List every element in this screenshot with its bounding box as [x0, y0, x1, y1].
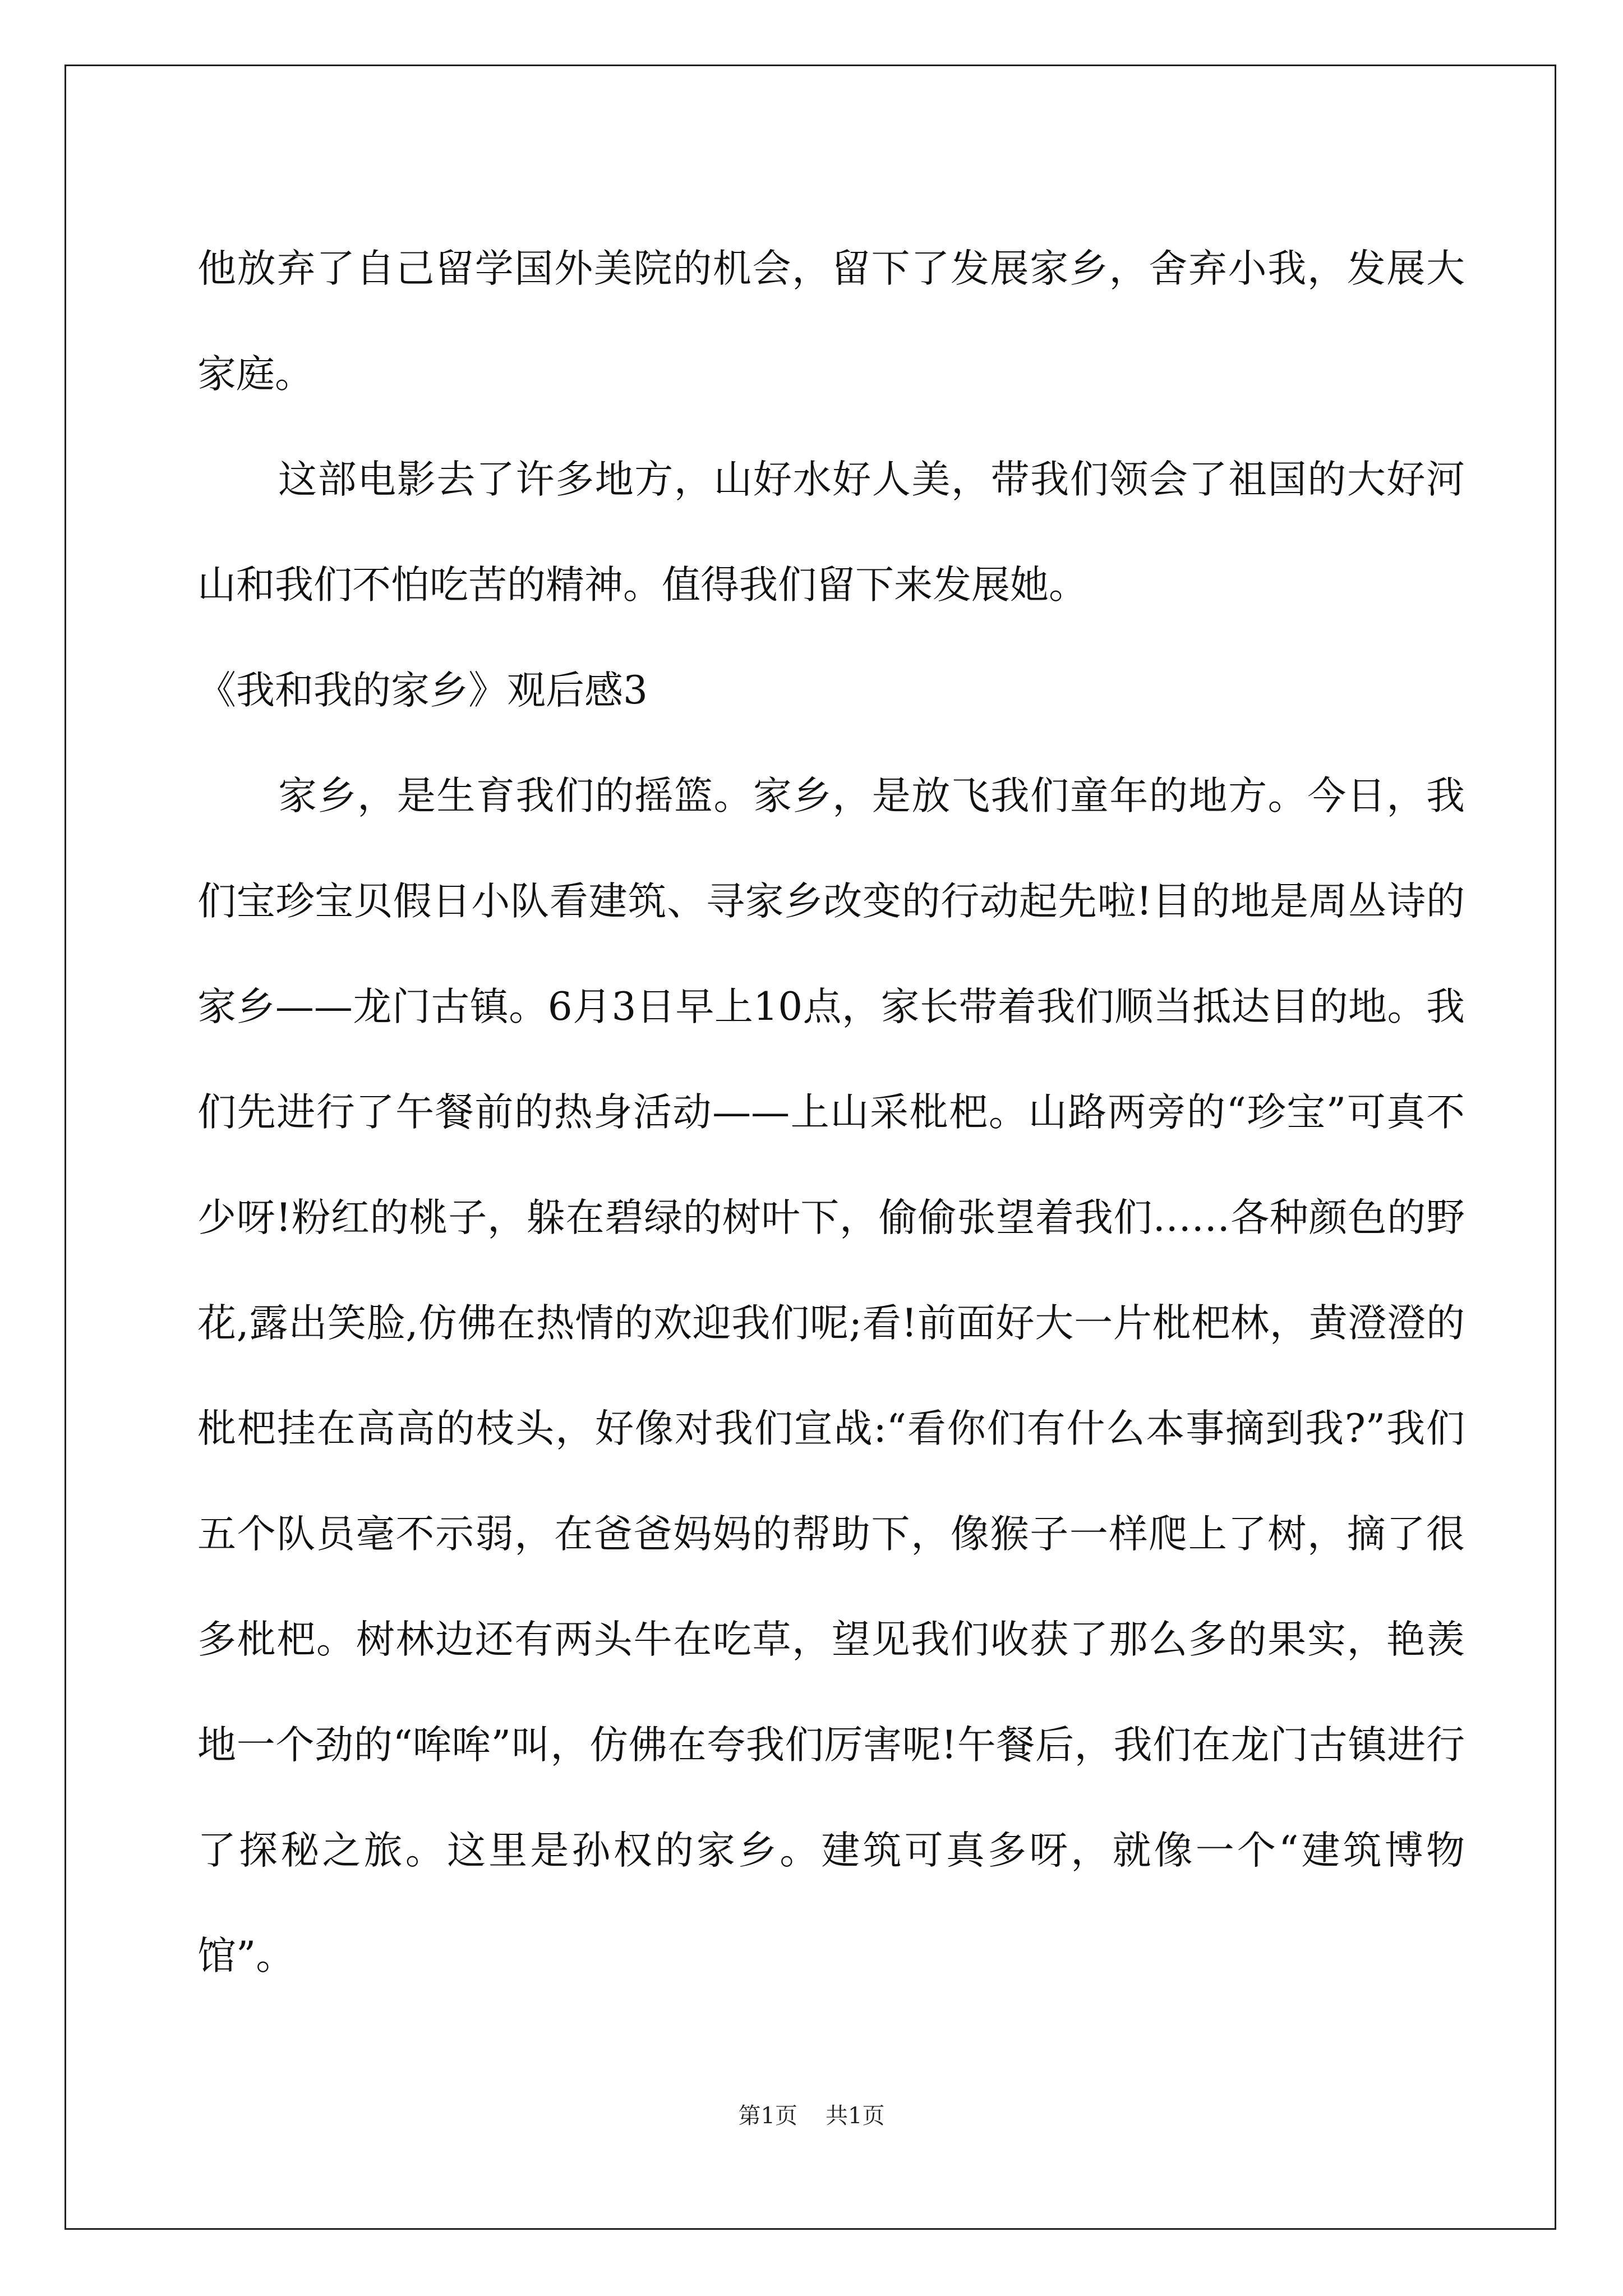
section-heading: 《我和我的家乡》观后感3	[197, 668, 648, 713]
paragraph-scenery: 这部电影去了许多地方，山好水好人美，带我们领会了祖国的大好河山和我们不怕吃苦的精神。值得我们留下来发展她。	[197, 457, 1465, 608]
paragraph-continuation: 他放弃了自己留学国外美院的机会，留下了发展家乡，舍弃小我，发展大家庭。	[197, 246, 1465, 397]
document-body	[197, 216, 1465, 2009]
paragraph-hometown-trip: 家乡，是生育我们的摇篮。家乡，是放飞我们童年的地方。今日，我们宝珍宝贝假日小队看建筑、寻家乡改变的行动起先啦!目的地是周丛诗的家乡——龙门古镇。6月3日早上10点，家长带着我们顺当抵达目的地。我们先进行了午餐前的热身活动——上山采枇杷。山路两旁的“珍宝”可真不少呀!粉红的桃子，躲在碧绿的树叶下，偷偷张望着我们……各种颜色的野花,露出笑脸,仿佛在热情的欢迎我们呢;看!前面好大一片枇杷林，黄澄澄的枇杷挂在高高的枝头，好像对我们宣战:“看你们有什么本事摘到我?”我们五个队员毫不示弱，在爸爸妈妈的帮助下，像猴子一样爬上了树，摘了很多枇杷。树林边还有两头牛在吃草，望见我们收获了那么多的果实，艳羡地一个劲的“哞哞”叫，仿佛在夸我们厉害呢!午餐后，我们在龙门古镇进行了探秘之旅。这里是孙权的家乡。建筑可真多呀，就像一个“建筑博物馆”。	[197, 774, 1465, 1978]
page-total: 共1页	[826, 2103, 885, 2129]
page-footer	[0, 2098, 1623, 2130]
page-number: 第1页	[738, 2103, 797, 2129]
